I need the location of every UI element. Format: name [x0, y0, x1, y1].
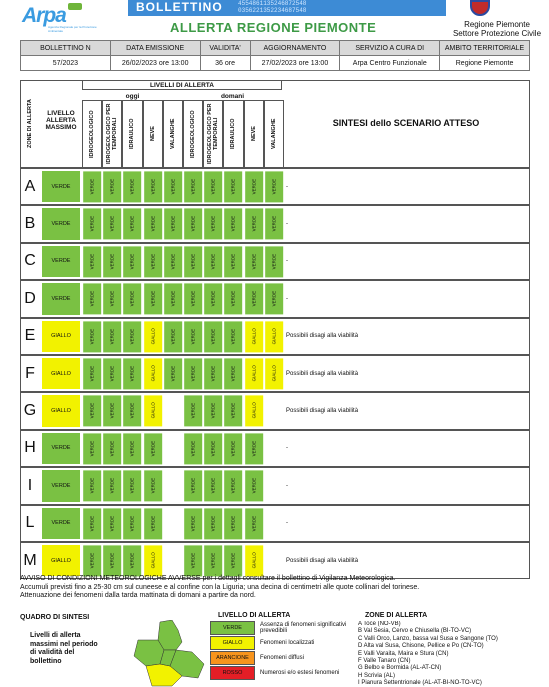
tomorrow-phenomenon-cell: VERDE — [204, 321, 222, 352]
today-phenomenon-cell: VERDE — [123, 246, 141, 277]
tomorrow-phenomenon-cell: VERDE — [204, 470, 222, 501]
levels-title: LIVELLI DI ALLERTA — [150, 82, 214, 89]
max-level-cell: GIALLO — [42, 321, 80, 352]
synthesis-text: - — [286, 520, 288, 527]
info-header: SERVIZIO A CURA DI — [340, 41, 440, 56]
tomorrow-phenomenon-cell: VERDE — [204, 171, 222, 202]
tomorrow-phenomenon-cell — [265, 545, 283, 576]
tomorrow-phenomenon-cell: VERDE — [204, 433, 222, 464]
tomorrow-phenomenon-cell: VERDE — [224, 283, 242, 314]
phenomenon-header: NEVE — [149, 126, 156, 142]
tomorrow-phenomenon-cell: VERDE — [224, 395, 242, 426]
tomorrow-phenomenon-cell: VERDE — [204, 358, 222, 389]
legend-swatch: GIALLO — [210, 636, 255, 650]
today-phenomenon-cell: VERDE — [83, 508, 101, 539]
weather-warning-notice — [20, 575, 530, 601]
legend-swatch: ARANCIONE — [210, 651, 255, 665]
tomorrow-phenomenon-cell: VERDE — [245, 508, 263, 539]
tomorrow-phenomenon-cell: VERDE — [204, 246, 222, 277]
tomorrow-phenomenon-cell: VERDE — [184, 545, 202, 576]
piemonte-map — [120, 620, 210, 687]
tomorrow-phenomenon-cell: VERDE — [184, 395, 202, 426]
tomorrow-phenomenon-cell: VERDE — [224, 246, 242, 277]
tomorrow-phenomenon-cell: VERDE — [184, 171, 202, 202]
today-phenomenon-cell: VERDE — [83, 321, 101, 352]
bulletin-banner — [128, 0, 446, 16]
zone-letter: M — [23, 551, 37, 569]
max-level-cell: VERDE — [42, 283, 80, 314]
max-level-cell: GIALLO — [42, 358, 80, 389]
today-phenomenon-cell — [164, 470, 182, 501]
phenomenon-header: NEVE — [250, 126, 257, 142]
legend-row — [210, 621, 360, 635]
tomorrow-phenomenon-cell: VERDE — [224, 545, 242, 576]
phenomenon-header: IDROGEOLOGICO — [190, 110, 197, 158]
today-phenomenon-cell: VERDE — [103, 208, 121, 239]
map-region-west — [134, 640, 164, 666]
today-phenomenon-cell: GIALLO — [144, 321, 162, 352]
max-level-cell: VERDE — [42, 508, 80, 539]
today-phenomenon-cell: VERDE — [103, 508, 121, 539]
info-header: AGGIORNAMENTO — [250, 41, 340, 56]
info-value: Arpa Centro Funzionale — [340, 56, 440, 71]
summary-description: Livelli di allerta massimi nel periodo di validità del bollettino — [30, 632, 98, 665]
today-phenomenon-cell: VERDE — [103, 171, 121, 202]
tomorrow-phenomenon-cell — [265, 395, 283, 426]
zone-list-item: D Alta val Susa, Chisone, Pellice e Po (CN-TO) — [358, 643, 484, 650]
tomorrow-phenomenon-cell: VERDE — [224, 358, 242, 389]
tomorrow-phenomenon-cell: VERDE — [184, 321, 202, 352]
tomorrow-phenomenon-cell: VERDE — [204, 395, 222, 426]
today-phenomenon-cell: VERDE — [123, 208, 141, 239]
today-phenomenon-cell: VERDE — [103, 321, 121, 352]
synthesis-text: - — [286, 482, 288, 489]
today-phenomenon-cell — [164, 508, 182, 539]
today-phenomenon-cell: GIALLO — [144, 358, 162, 389]
tomorrow-phenomenon-cell: VERDE — [245, 470, 263, 501]
zone-list-item: I Pianura Settentrionale (AL-AT-BI-NO-TO-VC) — [358, 680, 482, 687]
max-level-cell: VERDE — [42, 246, 80, 277]
info-header: VALIDITA' — [200, 41, 250, 56]
max-level-cell: GIALLO — [42, 545, 80, 576]
banner-word: BOLLETTINO — [136, 0, 223, 14]
zone-letter: B — [24, 215, 36, 233]
tomorrow-phenomenon-cell: VERDE — [184, 358, 202, 389]
today-phenomenon-cell: VERDE — [103, 470, 121, 501]
info-header: BOLLETTINO N — [21, 41, 111, 56]
today-phenomenon-cell: VERDE — [164, 246, 182, 277]
tomorrow-phenomenon-cell: VERDE — [224, 321, 242, 352]
today-phenomenon-cell: VERDE — [144, 508, 162, 539]
zone-list-item: B Val Sesia, Cervo e Chiusella (BI-TO-VC) — [358, 628, 472, 635]
synthesis-text: - — [286, 221, 288, 228]
today-phenomenon-cell: VERDE — [123, 545, 141, 576]
tomorrow-phenomenon-cell: VERDE — [224, 433, 242, 464]
tomorrow-phenomenon-cell: VERDE — [265, 171, 283, 202]
today-phenomenon-cell: VERDE — [144, 433, 162, 464]
today-phenomenon-cell: VERDE — [123, 395, 141, 426]
synthesis-text: - — [286, 258, 288, 265]
region-line1: Regione Piemonte — [464, 20, 530, 29]
info-value: 57/2023 — [21, 56, 111, 71]
max-level-cell: VERDE — [42, 433, 80, 464]
phenomenon-header: IDROGEOLOGICO PER TEMPORALI — [106, 103, 119, 165]
today-phenomenon-cell: VERDE — [83, 283, 101, 314]
phenomenon-header: IDROGEOLOGICO — [89, 110, 96, 158]
legend-swatch: VERDE — [210, 621, 255, 635]
zone-list-item: A Toce (NO-VB) — [358, 621, 401, 627]
today-phenomenon-cell: VERDE — [164, 208, 182, 239]
phenomenon-header: VALANGHE — [270, 118, 277, 150]
phenomenon-header: IDRAULICO — [129, 118, 136, 150]
tomorrow-phenomenon-cell: VERDE — [204, 208, 222, 239]
today-label: oggi — [125, 93, 140, 100]
today-phenomenon-cell: VERDE — [103, 358, 121, 389]
tomorrow-phenomenon-cell — [265, 433, 283, 464]
region-seal-icon — [470, 0, 490, 16]
tomorrow-phenomenon-cell: GIALLO — [265, 358, 283, 389]
tomorrow-phenomenon-cell: VERDE — [245, 246, 263, 277]
tomorrow-phenomenon-cell: GIALLO — [245, 321, 263, 352]
legend-description: Numerosi e/o estesi fenomeni — [260, 669, 340, 676]
tomorrow-phenomenon-cell: VERDE — [184, 208, 202, 239]
today-phenomenon-cell: VERDE — [83, 395, 101, 426]
today-phenomenon-cell: VERDE — [144, 470, 162, 501]
logo-dot-icon — [68, 3, 82, 10]
zones-title: ZONE DI ALLERTA — [365, 612, 428, 619]
today-phenomenon-cell: VERDE — [83, 171, 101, 202]
today-phenomenon-cell: VERDE — [164, 321, 182, 352]
phenomenon-header: VALANGHE — [169, 118, 176, 150]
today-phenomenon-cell: VERDE — [164, 358, 182, 389]
zone-letter: H — [24, 439, 36, 457]
synthesis-text: - — [286, 183, 288, 190]
today-phenomenon-cell: VERDE — [164, 283, 182, 314]
today-phenomenon-cell: VERDE — [123, 470, 141, 501]
tomorrow-phenomenon-cell: GIALLO — [245, 545, 263, 576]
legend-row — [210, 636, 360, 650]
today-phenomenon-cell: VERDE — [144, 283, 162, 314]
zone-letter: G — [23, 402, 37, 420]
notice-line-1: AVVISO DI CONDIZIONI METEOROLOGICHE AVVERSE per i dettagli consultare il bollettino di Vigilanza Meteorologica. — [20, 575, 396, 582]
zone-letter: C — [24, 252, 36, 270]
tomorrow-phenomenon-cell: VERDE — [184, 433, 202, 464]
tomorrow-phenomenon-cell: GIALLO — [265, 321, 283, 352]
today-phenomenon-cell: VERDE — [123, 358, 141, 389]
synthesis-text: Possibili disagi alla viabilità — [286, 370, 359, 377]
zone-letter: A — [24, 177, 36, 195]
header — [0, 0, 549, 40]
today-phenomenon-cell: VERDE — [103, 395, 121, 426]
today-phenomenon-cell: VERDE — [144, 208, 162, 239]
tomorrow-phenomenon-cell: VERDE — [224, 208, 242, 239]
info-value: 27/02/2023 ore 13:00 — [250, 56, 340, 71]
today-phenomenon-cell: GIALLO — [144, 395, 162, 426]
today-phenomenon-cell: VERDE — [123, 433, 141, 464]
tomorrow-phenomenon-cell: VERDE — [184, 508, 202, 539]
info-header: DATA EMISSIONE — [110, 41, 200, 56]
zone-list-item: C Valli Orco, Lanzo, bassa val Susa e Sangone (TO) — [358, 635, 498, 642]
today-phenomenon-cell: VERDE — [123, 508, 141, 539]
tomorrow-phenomenon-cell: VERDE — [184, 283, 202, 314]
zone-list-item: G Belbo e Bormida (AL-AT-CN) — [358, 665, 442, 672]
today-phenomenon-cell: VERDE — [83, 470, 101, 501]
today-phenomenon-cell: VERDE — [103, 283, 121, 314]
tomorrow-phenomenon-cell: VERDE — [184, 246, 202, 277]
bulletin-info-table — [20, 40, 530, 71]
today-phenomenon-cell: VERDE — [83, 246, 101, 277]
max-level-cell: VERDE — [42, 171, 80, 202]
tomorrow-phenomenon-cell: GIALLO — [245, 358, 263, 389]
today-phenomenon-cell — [164, 545, 182, 576]
today-phenomenon-cell: GIALLO — [144, 545, 162, 576]
tomorrow-label: domani — [220, 93, 245, 100]
legend-description: Fenomeni diffusi — [260, 654, 304, 661]
tomorrow-phenomenon-cell: VERDE — [265, 208, 283, 239]
today-phenomenon-cell: VERDE — [123, 283, 141, 314]
today-phenomenon-cell: VERDE — [83, 545, 101, 576]
today-phenomenon-cell: VERDE — [103, 433, 121, 464]
map-region-north — [158, 620, 182, 650]
legend-description: Assenza di fenomeni significativi prevedibili — [260, 621, 347, 634]
tomorrow-phenomenon-cell: VERDE — [245, 208, 263, 239]
tomorrow-phenomenon-cell: VERDE — [224, 171, 242, 202]
logo-word: Arpa — [22, 4, 66, 27]
tomorrow-phenomenon-cell — [265, 470, 283, 501]
tomorrow-phenomenon-cell: VERDE — [184, 470, 202, 501]
today-phenomenon-cell: VERDE — [83, 208, 101, 239]
banner-pattern: 4554861135246872548 0356221352234687548 — [238, 0, 307, 14]
level-header: LIVELLO ALLERTA MASSIMO — [45, 110, 77, 131]
tomorrow-phenomenon-cell: GIALLO — [245, 395, 263, 426]
zone-list-item: F Valle Tanaro (CN) — [358, 658, 411, 665]
max-level-cell: GIALLO — [42, 395, 80, 426]
tomorrow-phenomenon-cell: VERDE — [265, 283, 283, 314]
zones-header: ZONE DI ALLERTA — [27, 99, 33, 149]
today-phenomenon-cell: VERDE — [103, 545, 121, 576]
today-phenomenon-cell: VERDE — [83, 358, 101, 389]
page-title: ALLERTA REGIONE PIEMONTE — [170, 20, 377, 35]
info-header: AMBITO TERRITORIALE — [440, 41, 530, 56]
zone-letter: I — [27, 476, 33, 494]
today-phenomenon-cell: VERDE — [164, 171, 182, 202]
legend-description: Fenomeni localizzati — [260, 639, 315, 646]
tomorrow-phenomenon-cell: VERDE — [245, 433, 263, 464]
notice-line-3: Attenuazione dei fenomeni dalla tarda mattinata di domani a partire da nord. — [20, 592, 256, 599]
legend-row — [210, 666, 360, 680]
today-phenomenon-cell — [164, 395, 182, 426]
synthesis-title: SINTESI dello SCENARIO ATTESO — [332, 118, 480, 128]
max-level-cell: VERDE — [42, 208, 80, 239]
legend-row — [210, 651, 360, 665]
synthesis-text: Possibili disagi alla viabilità — [286, 333, 359, 340]
tomorrow-phenomenon-cell: VERDE — [265, 246, 283, 277]
tomorrow-phenomenon-cell: VERDE — [204, 545, 222, 576]
tomorrow-phenomenon-cell: VERDE — [204, 508, 222, 539]
info-value: Regione Piemonte — [440, 56, 530, 71]
info-value: 36 ore — [200, 56, 250, 71]
tomorrow-phenomenon-cell: VERDE — [204, 283, 222, 314]
zone-list-item: H Scrivia (AL) — [358, 672, 396, 679]
region-name — [452, 20, 542, 38]
today-phenomenon-cell — [164, 433, 182, 464]
synthesis-text: Possibili disagi alla viabilità — [286, 408, 359, 415]
summary-section — [20, 612, 530, 687]
info-value: 26/02/2023 ore 13:00 — [110, 56, 200, 71]
synthesis-text: - — [286, 445, 288, 452]
today-phenomenon-cell: VERDE — [123, 171, 141, 202]
today-phenomenon-cell: VERDE — [144, 171, 162, 202]
synthesis-text: - — [286, 295, 288, 302]
arpa-logo — [20, 2, 98, 38]
region-line2: Settore Protezione Civile — [452, 29, 542, 38]
zone-letter: F — [25, 364, 35, 382]
tomorrow-phenomenon-cell: VERDE — [245, 171, 263, 202]
phenomenon-header: IDROGEOLOGICO PER TEMPORALI — [207, 103, 220, 165]
zone-list-item: E Valli Varaita, Maira e Stura (CN) — [358, 650, 449, 657]
tomorrow-phenomenon-cell: VERDE — [224, 470, 242, 501]
zones-list — [358, 621, 530, 687]
today-phenomenon-cell: VERDE — [123, 321, 141, 352]
max-level-cell: VERDE — [42, 470, 80, 501]
zone-letter: E — [24, 327, 36, 345]
tomorrow-phenomenon-cell: VERDE — [245, 283, 263, 314]
legend-swatch: ROSSO — [210, 666, 255, 680]
logo-subtitle: Agenzia Regionale per la Protezione Ambientale — [48, 25, 97, 33]
phenomenon-header: IDRAULICO — [230, 118, 237, 150]
today-phenomenon-cell: VERDE — [144, 246, 162, 277]
alert-grid — [20, 80, 530, 570]
tomorrow-phenomenon-cell — [265, 508, 283, 539]
legend-title: LIVELLO DI ALLERTA — [218, 612, 291, 619]
summary-title: QUADRO DI SINTESI — [20, 614, 90, 621]
tomorrow-phenomenon-cell: VERDE — [224, 508, 242, 539]
notice-line-2: Accumuli previsti fino a 25-30 cm sul cuneese e al confine con la Liguria; una decina di centimetri alle quote collinari del torinese. — [20, 583, 420, 591]
synthesis-text: Possibili disagi alla viabilità — [286, 557, 359, 564]
zone-letter: D — [24, 289, 36, 307]
today-phenomenon-cell: VERDE — [83, 433, 101, 464]
zone-letter: L — [25, 514, 35, 532]
today-phenomenon-cell: VERDE — [103, 246, 121, 277]
